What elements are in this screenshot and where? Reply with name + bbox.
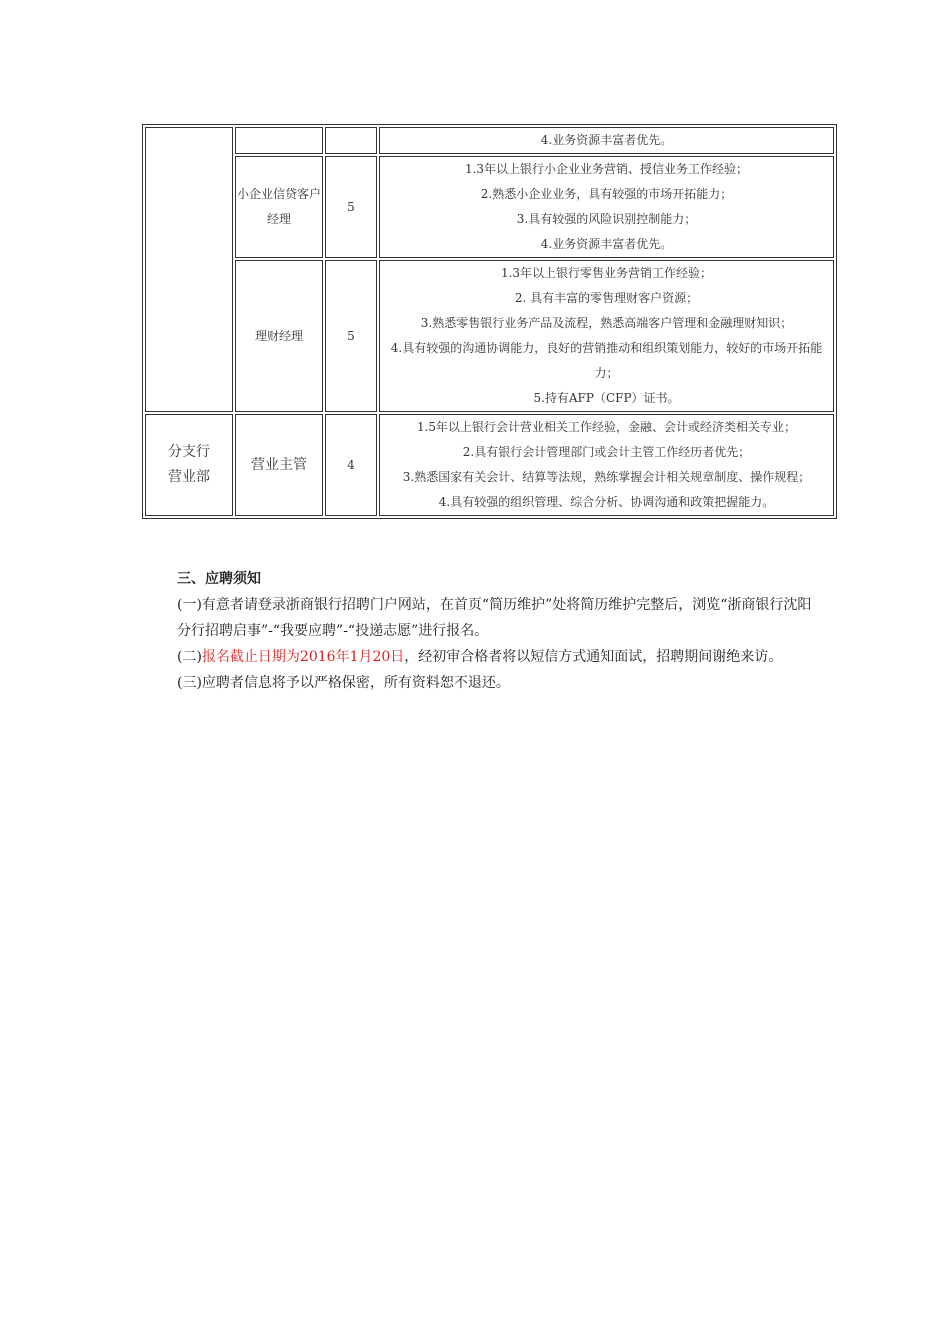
requirement-line: 5.持有AFP（CFP）证书。 — [533, 391, 680, 405]
requirements-cell — [379, 156, 834, 258]
count-cell — [325, 127, 377, 154]
requirement-line: 1.5年以上银行会计营业相关工作经验，金融、会计或经济类相关专业； — [416, 420, 797, 434]
requirement-line: 4.具有较强的沟通协调能力，良好的营销推动和组织策划能力，较好的市场开拓能力； — [390, 341, 823, 380]
requirement-line: 1.3年以上银行小企业业务营销、授信业务工作经验； — [464, 162, 749, 176]
job-requirements-table — [142, 124, 837, 519]
count-cell: 5 — [325, 260, 377, 412]
table-row — [145, 156, 834, 258]
requirement-line: 3.具有较强的风险识别控制能力； — [516, 212, 697, 226]
requirement-line: 4.业务资源丰富者优先。 — [540, 237, 673, 251]
position-cell — [235, 127, 323, 154]
requirement-line: 2. 具有丰富的零售理财客户资源； — [514, 291, 699, 305]
requirement-line: 4.业务资源丰富者优先。 — [540, 133, 673, 147]
notice-item-2-rest: ，经初审合格者将以短信方式通知面试，招聘期间谢绝来访。 — [404, 649, 783, 665]
count-cell: 4 — [325, 414, 377, 516]
notice-item-2-prefix: (二) — [177, 649, 202, 665]
requirement-line: 3.熟悉零售银行业务产品及流程，熟悉高端客户管理和金融理财知识； — [420, 316, 793, 330]
notice-heading: 三、应聘须知 — [177, 571, 261, 587]
table-row — [145, 260, 834, 412]
count-cell: 5 — [325, 156, 377, 258]
requirement-line: 4.具有较强的组织管理、综合分析、协调沟通和政策把握能力。 — [438, 495, 775, 509]
application-notice — [145, 566, 817, 696]
requirement-line: 2.熟悉小企业业务，具有较强的市场开拓能力； — [480, 187, 733, 201]
position-cell: 营业主管 — [235, 414, 323, 516]
requirements-cell — [379, 260, 834, 412]
department-cell — [145, 414, 233, 516]
deadline-highlight: 报名截止日期为2016年1月20日 — [201, 649, 405, 665]
notice-item-1: (一)有意者请登录浙商银行招聘门户网站，在首页“简历维护”处将简历维护完整后，浏览“浙商银行沈阳分行招聘启事”-“我要应聘”-“投递志愿”进行报名。 — [177, 597, 812, 639]
position-cell: 小企业信贷客户经理 — [235, 156, 323, 258]
requirements-cell — [379, 127, 834, 154]
requirement-line: 2.具有银行会计管理部门或会计主管工作经历者优先； — [462, 445, 751, 459]
table-row — [145, 127, 834, 154]
department-cell — [145, 127, 233, 412]
requirement-line: 3.熟悉国家有关会计、结算等法规，熟练掌握会计相关规章制度、操作规程； — [402, 470, 811, 484]
notice-item-3: (三)应聘者信息将予以严格保密，所有资料恕不退还。 — [177, 675, 510, 691]
requirements-cell — [379, 414, 834, 516]
position-cell: 理财经理 — [235, 260, 323, 412]
department-label: 分支行营业部 — [168, 444, 210, 485]
notice-item-2 — [145, 644, 817, 670]
table-row — [145, 414, 834, 516]
requirement-line: 1.3年以上银行零售业务营销工作经验； — [500, 266, 713, 280]
